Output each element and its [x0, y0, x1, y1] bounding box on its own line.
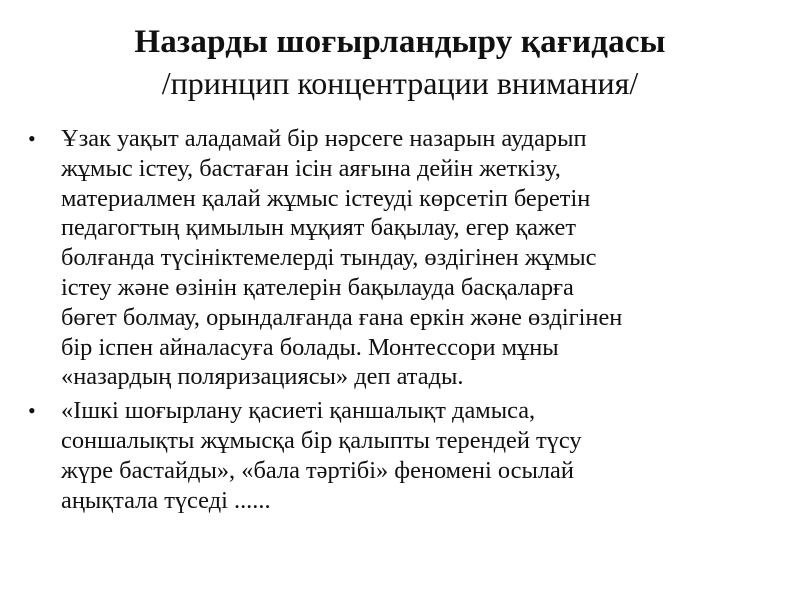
- bullet-1-line-6: істеу және өзінін қателерін бақылауда басқаларға: [61, 273, 574, 301]
- bullet-1-line-2: жұмыс істеу, бастаған ісін аяғына дейін жеткізу,: [61, 154, 561, 182]
- bullet-2-line-4: аңықтала түседі ......: [61, 486, 271, 514]
- bullet-list: [22, 124, 782, 519]
- bullet-2-line-3: жүре бастайды», «бала тәртібі» феномені осылай: [61, 456, 574, 484]
- bullet-1-line-7: бөгет болмау, орындалғанда ғана еркін және өздігінен: [61, 303, 623, 331]
- title-russian: /принцип концентрации внимания/: [161, 65, 639, 101]
- bullet-item-2: [22, 396, 782, 515]
- bullet-1-line-9: «назардың поляризациясы» деп атады.: [61, 363, 464, 391]
- bullet-1-line-3: материалмен қалай жұмыс істеуді көрсетіп беретін: [61, 184, 591, 212]
- bullet-1-line-8: бір іспен айналасуға болады. Монтессори мұны: [61, 333, 559, 361]
- bullet-dot-icon: •: [28, 398, 36, 424]
- bullet-1-line-4: педагогтың қимылын мұқият бақылау, егер қажет: [61, 214, 577, 242]
- bullet-dot-icon: •: [28, 126, 36, 151]
- bullet-2-line-2: соншалықты жұмысқа бір қалыпты терендей түсу: [61, 426, 582, 454]
- bullet-2-line-1: «Ішкі шоғырлану қасиеті қаншалықт дамыса,: [61, 397, 536, 425]
- title-kazakh: Назарды шоғырландыру қағидасы: [134, 24, 666, 60]
- bullet-1-line-1: Ұзак уақыт аладамай бір нәрсеге назарын аударып: [61, 125, 587, 152]
- bullet-item-1: [22, 124, 782, 392]
- slide-title: [40, 22, 760, 104]
- bullet-1-line-5: болғанда түсініктемелерді тындау, өздігінен жұмыс: [61, 244, 597, 272]
